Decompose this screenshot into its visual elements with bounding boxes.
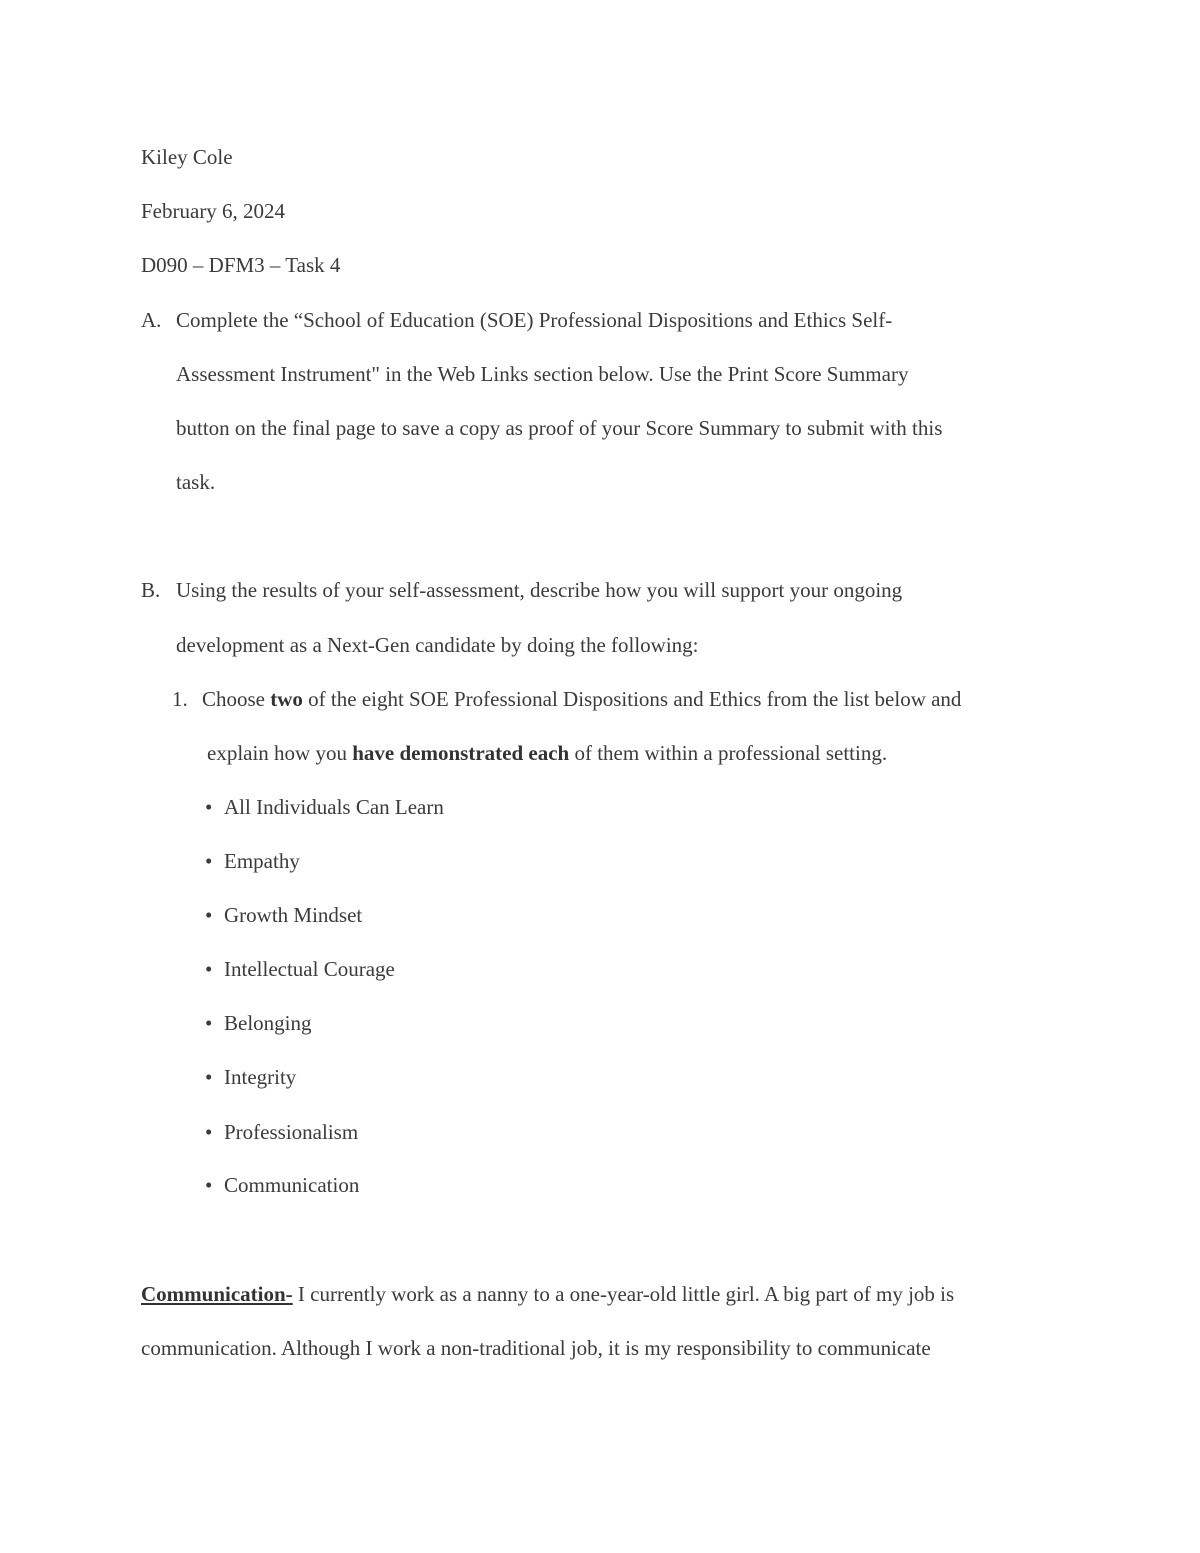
- section-a-line-2: Assessment Instrument" in the Web Links section below. Use the Print Score Summary: [176, 362, 909, 386]
- bullet-icon: •: [205, 1065, 213, 1089]
- author-name: Kiley Cole: [141, 145, 233, 169]
- list-item: [205, 956, 395, 982]
- item-1-line-2-emphasis: have demonstrated each: [352, 741, 570, 765]
- list-item-label: Professionalism: [224, 1120, 359, 1144]
- item-1-line-2-post: of them within a professional setting.: [569, 741, 888, 765]
- section-a-marker: A.: [141, 308, 162, 332]
- response-line-1: [141, 1281, 954, 1307]
- section-a-line-1: Complete the “School of Education (SOE) Professional Dispositions and Ethics Self-: [176, 308, 893, 332]
- response-line-2: communication. Although I work a non-traditional job, it is my responsibility to communicate: [141, 1336, 931, 1360]
- list-item: [205, 1119, 359, 1145]
- bullet-icon: •: [205, 1120, 213, 1144]
- list-item: [205, 794, 444, 820]
- bullet-icon: •: [205, 903, 213, 927]
- item-1-line-2-pre: explain how you: [207, 741, 353, 765]
- item-1-text-pre: Choose: [202, 687, 271, 711]
- list-item-label: Growth Mindset: [224, 903, 363, 927]
- section-b-line-1: Using the results of your self-assessment, describe how you will support your ongoing: [176, 578, 903, 602]
- course-title: D090 – DFM3 – Task 4: [141, 253, 341, 277]
- bullet-icon: •: [205, 1173, 213, 1197]
- list-item-label: All Individuals Can Learn: [224, 795, 444, 819]
- bullet-icon: •: [205, 795, 213, 819]
- section-b-marker: B.: [141, 578, 161, 602]
- item-1-text-post: of the eight SOE Professional Dispositions and Ethics from the list below and: [302, 687, 962, 711]
- item-1-marker: 1.: [172, 687, 188, 711]
- list-item-label: Communication: [224, 1173, 360, 1197]
- item-1-line-1: [202, 686, 961, 712]
- section-b-line-2: development as a Next-Gen candidate by doing the following:: [176, 633, 699, 657]
- list-item-label: Empathy: [224, 849, 300, 873]
- list-item: [205, 848, 300, 874]
- list-item: [205, 1010, 312, 1036]
- section-a-line-4: task.: [176, 470, 216, 494]
- response-heading: Communication-: [141, 1282, 293, 1306]
- bullet-icon: •: [205, 957, 213, 981]
- list-item-label: Belonging: [224, 1011, 312, 1035]
- list-item: [205, 1172, 360, 1198]
- list-item-label: Intellectual Courage: [224, 957, 395, 981]
- list-item: [205, 902, 363, 928]
- section-a-line-3: button on the final page to save a copy as proof of your Score Summary to submit with this: [176, 416, 943, 440]
- item-1-line-2: [207, 740, 887, 766]
- list-item-label: Integrity: [224, 1065, 297, 1089]
- list-item: [205, 1064, 297, 1090]
- response-text-1: I currently work as a nanny to a one-year-old little girl. A big part of my job is: [292, 1282, 955, 1306]
- bullet-icon: •: [205, 849, 213, 873]
- item-1-emphasis: two: [270, 687, 303, 711]
- bullet-icon: •: [205, 1011, 213, 1035]
- document-date: February 6, 2024: [141, 199, 286, 223]
